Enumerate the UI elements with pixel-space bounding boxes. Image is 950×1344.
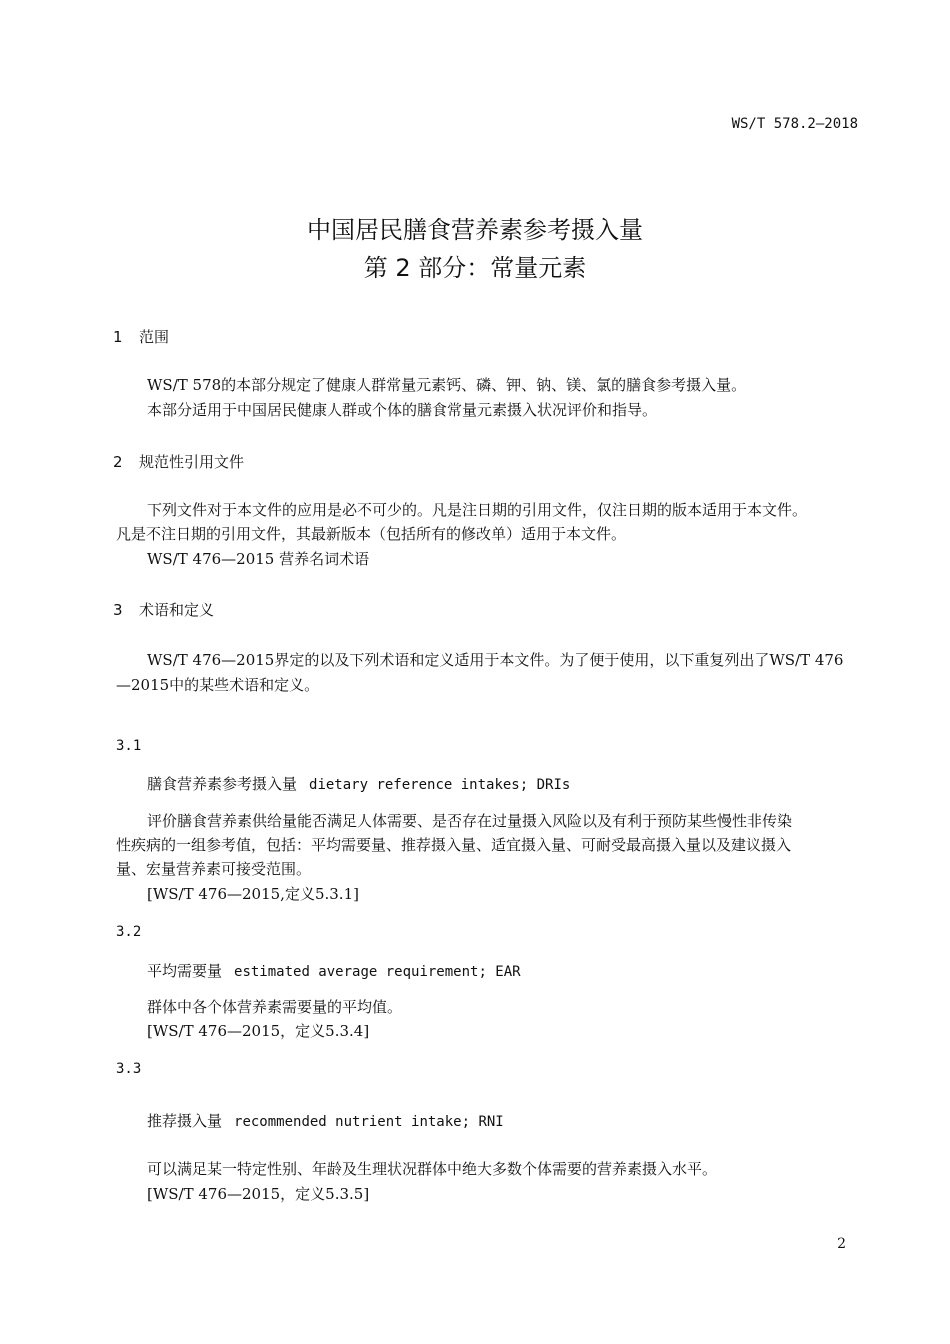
section-title: 范围 [139,328,170,346]
section-heading-scope [113,326,169,347]
term-name-zh: 推荐摄入量 [147,1112,223,1130]
term-heading [147,1110,504,1131]
section-number: 2 [113,453,123,471]
paragraph: 本部分适用于中国居民健康人群或个体的膳食常量元素摄入状况评价和指导。 [147,401,658,419]
section-heading-normative-references [113,451,244,472]
term-name-en: recommended nutrient intake; RNI [234,1114,504,1130]
term-number: 3.3 [116,1061,142,1077]
term-definition: 群体中各个体营养素需要量的平均值。 [147,998,403,1016]
term-name-zh: 膳食营养素参考摄入量 [147,775,298,793]
term-source: [WS/T 476—2015，定义5.3.5] [147,1185,370,1203]
section-title: 规范性引用文件 [139,453,245,471]
term-number: 3.2 [116,924,142,940]
section-number: 1 [113,328,123,346]
document-title: 中国居民膳食营养素参考摄入量 [307,216,643,244]
reference-item: WS/T 476—2015 营养名词术语 [147,550,370,568]
term-name-zh: 平均需要量 [147,962,223,980]
section-title: 术语和定义 [139,601,215,619]
paragraph: 凡是不注日期的引用文件，其最新版本（包括所有的修改单）适用于本文件。 [116,525,627,543]
term-source: [WS/T 476—2015,定义5.3.1] [147,885,359,903]
paragraph: 下列文件对于本文件的应用是必不可少的。凡是注日期的引用文件，仅注日期的版本适用于本文件。 [147,501,808,519]
standard-number: WS/T 578.2—2018 [731,116,858,132]
term-heading [147,773,570,794]
term-definition: 可以满足某一特定性别、年龄及生理状况群体中绝大多数个体需要的营养素摄入水平。 [147,1160,718,1178]
paragraph: WS/T 578的本部分规定了健康人群常量元素钙、磷、钾、钠、镁、氯的膳食参考摄入量。 [147,376,747,394]
page-number: 2 [837,1236,846,1252]
term-definition: 评价膳食营养素供给量能否满足人体需要、是否存在过量摄入风险以及有利于预防某些慢性非传染 [147,812,793,830]
section-number: 3 [113,601,123,619]
paragraph: —2015中的某些术语和定义。 [116,676,320,694]
term-name-en: estimated average requirement; EAR [234,964,521,980]
document-subtitle: 第 2 部分：常量元素 [363,254,587,282]
term-number: 3.1 [116,738,142,754]
paragraph: WS/T 476—2015界定的以及下列术语和定义适用于本文件。为了便于使用，以下重复列出了WS/T 476 [147,651,844,669]
term-name-en: dietary reference intakes; DRIs [309,777,571,793]
term-definition: 性疾病的一组参考值，包括：平均需要量、推荐摄入量、适宜摄入量、可耐受最高摄入量以及建议摄入 [116,836,792,854]
term-definition: 量、宏量营养素可接受范围。 [116,860,312,878]
section-heading-terms [113,599,214,620]
term-heading [147,960,521,981]
term-source: [WS/T 476—2015，定义5.3.4] [147,1022,370,1040]
